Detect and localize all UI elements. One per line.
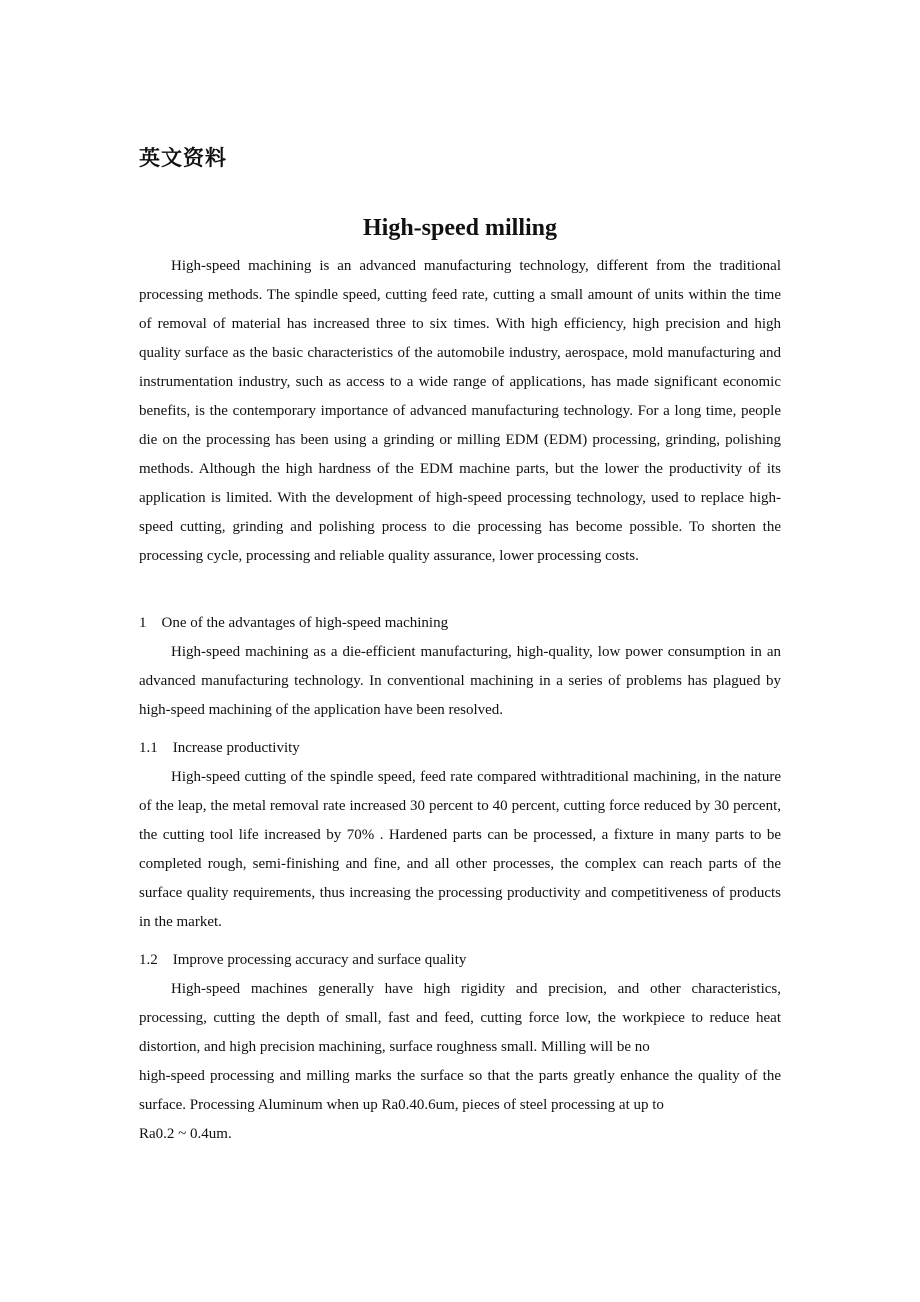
section-1-number: 1 — [139, 615, 147, 631]
section-1-heading — [139, 609, 781, 638]
section-header-cn: 英文资料 — [139, 146, 227, 170]
document-title: High-speed milling — [362, 215, 558, 241]
section-1-1-number: 1.1 — [139, 740, 158, 756]
section-1-2-paragraph — [139, 975, 781, 1149]
intro-paragraph: High-speed machining is an advanced manufacturing technology, different from the traditional processing methods. The spindle speed, cutting feed rate, cutting a small amount of units within the time of removal of material has increased three to six times. With high efficiency, high precision and high quality surface as the basic characteristics of the automobile industry, aerospace, mold manufacturing and instrumentation industry, such as access to a wide range of applications, has made significant economic benefits, is the contemporary importance of advanced manufacturing technology. For a long time, people die on the processing has been using a grinding or milling EDM (EDM) processing, grinding, polishing methods. Although the high hardness of the EDM machine parts, but the lower the productivity of its application is limited. With the development of high-speed processing technology, used to replace high-speed cutting, grinding and polishing process to die processing has become possible. To shorten the processing cycle, processing and reliable quality assurance, lower processing costs. — [139, 258, 781, 564]
section-1-2-heading — [139, 946, 781, 975]
section-1-1-heading — [139, 734, 781, 763]
section-1-paragraph: High-speed machining as a die-efficient manufacturing, high-quality, low power consumption in an advanced manufacturing technology. In conventional machining in a series of problems has plagued by high-speed machining of the application have been resolved. — [139, 644, 781, 718]
section-1-1-paragraph: High-speed cutting of the spindle speed, feed rate compared withtraditional machining, in the nature of the leap, the metal removal rate increased 30 percent to 40 percent, cutting force reduced by 30 percent, the cutting tool life increased by 70% . Hardened parts can be processed, a fixture in many parts to be completed rough, semi-finishing and fine, and all other processes, the complex can reach parts of the surface quality requirements, thus increasing the processing productivity and competitiveness of products in the market. — [139, 769, 781, 930]
section-1-2-paragraph-part-3: Ra0.2 ~ 0.4um. — [139, 1126, 232, 1142]
section-1-title: One of the advantages of high-speed machining — [161, 615, 449, 631]
section-1-2-paragraph-part-1: High-speed machines generally have high rigidity and precision, and other characteristics, processing, cutting the depth of small, fast and feed, cutting force low, the workpiece to reduce heat distortion, and high precision machining, surface roughness small. Milling will be no — [139, 981, 781, 1055]
section-1-2-title: Improve processing accuracy and surface quality — [172, 952, 467, 968]
section-1-1-title: Increase productivity — [172, 740, 300, 756]
section-1-2-number: 1.2 — [139, 952, 158, 968]
section-1-2-paragraph-part-2: high-speed processing and milling marks the surface so that the parts greatly enhance the quality of the surface. Processing Aluminum when up Ra0.40.6um, pieces of steel processing at up to — [139, 1068, 781, 1113]
